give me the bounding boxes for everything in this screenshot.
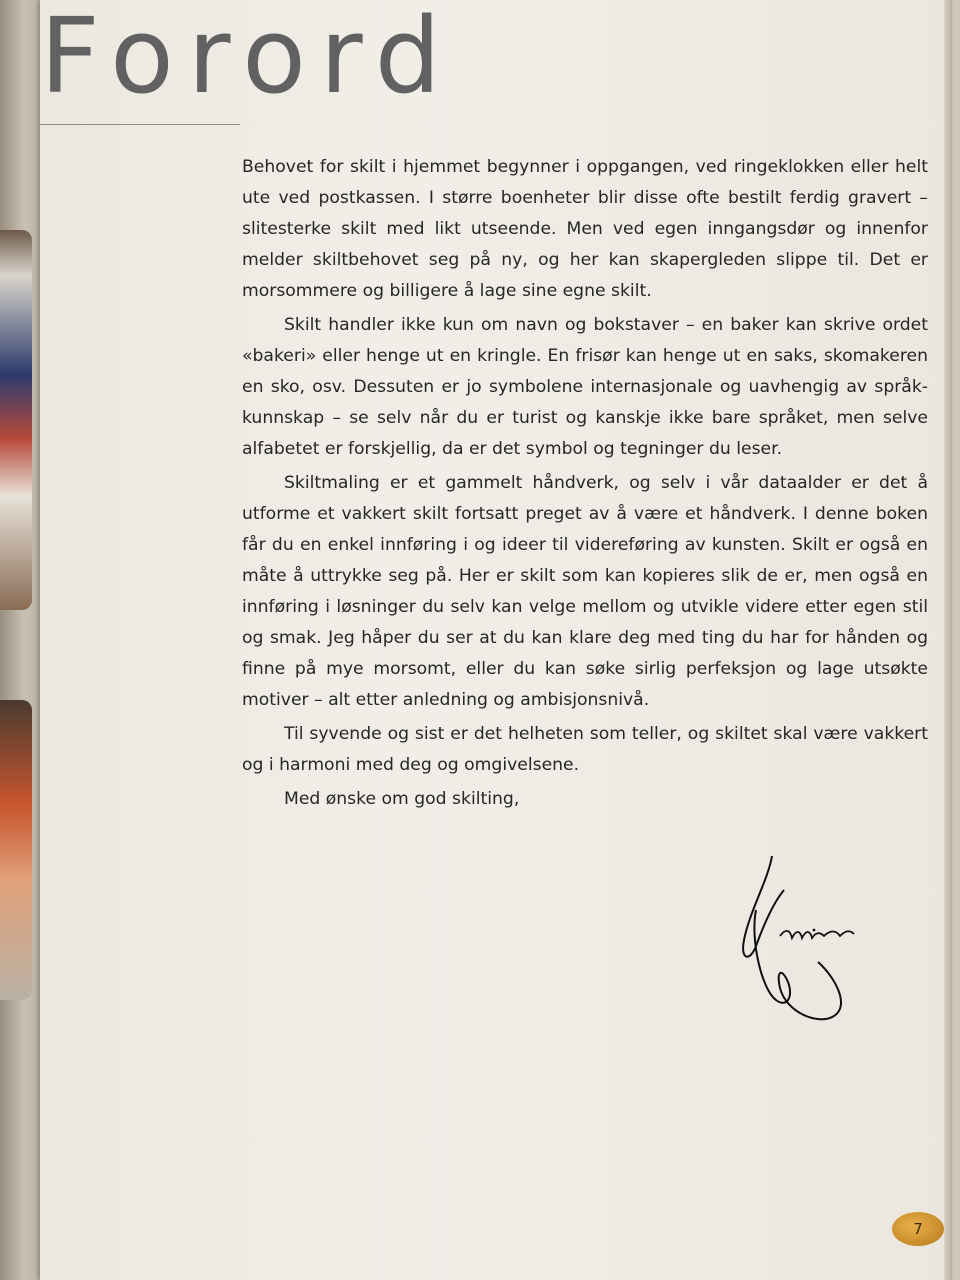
adjacent-page-edge bbox=[0, 0, 40, 1280]
book-page bbox=[40, 0, 952, 1280]
paragraph: Til syvende og sist er det helheten som teller, og skiltet skal være vakkert og i harmoni med deg og omgivelsene. bbox=[242, 724, 928, 775]
page-edge bbox=[944, 0, 952, 1280]
paragraph: Behovet for skilt i hjemmet begynner i oppgangen, ved ringeklokken eller helt ute ved postkassen. I større boenheter blir disse ofte bestilt ferdig gravert – slitesterke skilt med likt utseende. Men ved egen inngangsdør og innenfor melder skiltbehovet seg på ny, og her kan skapergleden slippe til. Det er morsommere og billigere å lage sine egne skilt. bbox=[242, 157, 928, 301]
preface-text bbox=[242, 152, 928, 818]
adjacent-page-photo bbox=[0, 230, 32, 610]
page-number-badge: 7 bbox=[892, 1212, 944, 1246]
paragraph: Skiltmaling er et gammelt håndverk, og selv i vår dataalder er det å utforme et vakkert skilt fortsatt preget av å være et håndverk. I denne boken får du en enkel innføring i og ideer til videreføring av kunsten. Skilt er også en måte å uttrykke seg på. Her er skilt som kan kopieres slik de er, men også en innføring i løsninger du selv kan velge mellom og utvikle videre etter egen stil og smak. Jeg håper du ser at du kan klare deg med ting du har for hånden og finne på mye morsomt, eller du kan søke sirlig perfeksjon og lage utsøkte motiver – alt etter anledning og ambisjonsnivå. bbox=[242, 473, 928, 710]
signature-icon bbox=[710, 850, 870, 1030]
page-title: Forord bbox=[40, 0, 455, 117]
title-underline bbox=[40, 124, 240, 125]
closing-line: Med ønske om god skilting, bbox=[284, 789, 520, 809]
paragraph: Skilt handler ikke kun om navn og bokstaver – en baker kan skrive ordet «bakeri» eller henge ut en kringle. En frisør kan henge ut en saks, skomakeren en sko, osv. Dessuten er jo symbolene internasjonale og uavhengig av språk-kunnskap – se selv når du er turist og kanskje ikke bare språket, men selve alfabetet er forskjellig, da er det symbol og tegninger du leser. bbox=[242, 315, 928, 459]
adjacent-page-photo bbox=[0, 700, 32, 1000]
